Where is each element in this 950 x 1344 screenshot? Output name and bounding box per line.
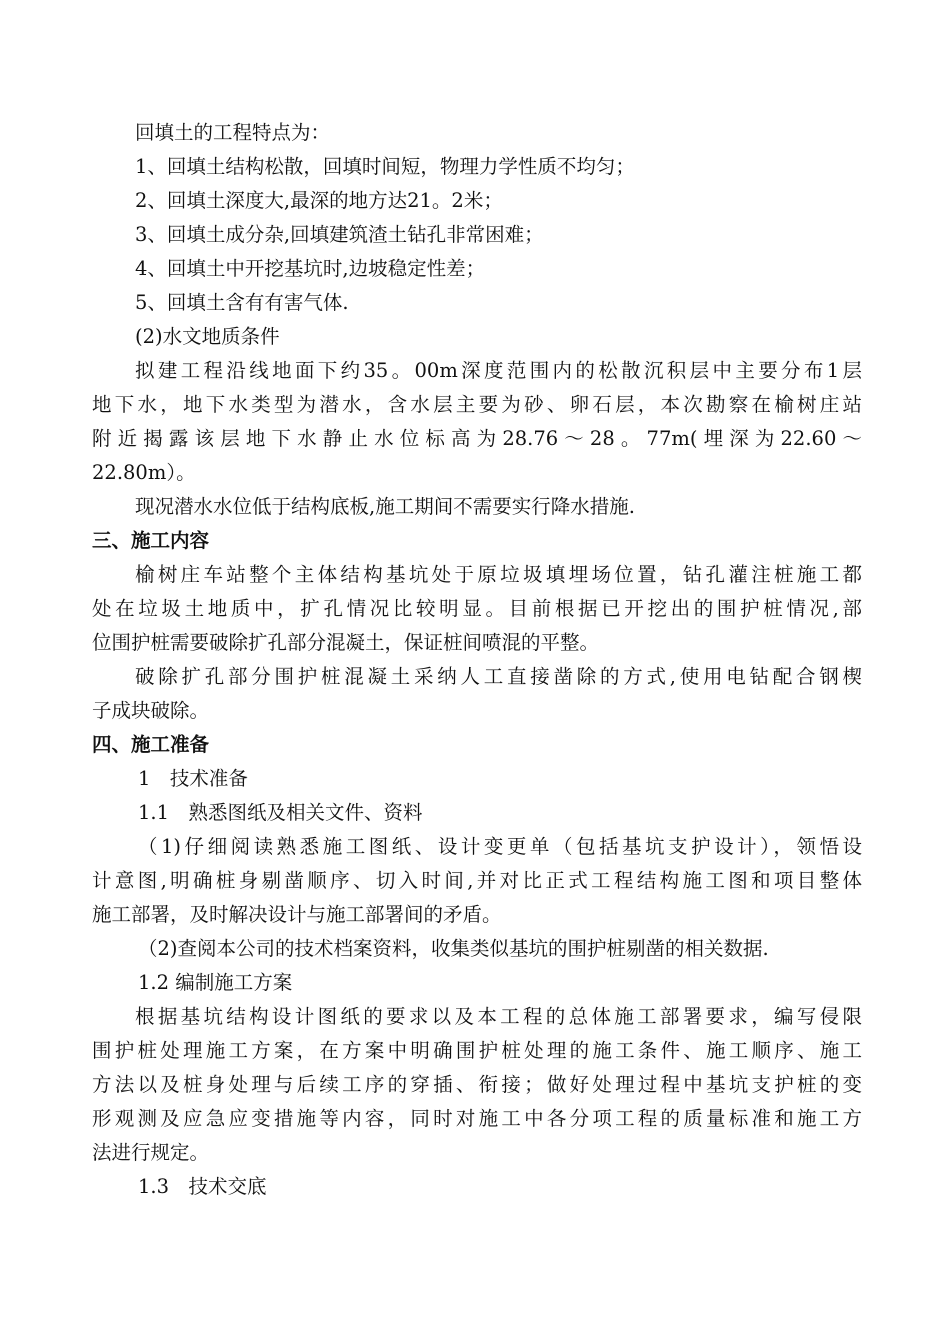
- section-heading: 三、施工内容: [92, 529, 210, 552]
- section-heading: 四、施工准备: [92, 733, 210, 756]
- paragraph-line: 现况潜水水位低于结构底板,施工期间不需要实行降水措施.: [135, 495, 635, 518]
- list-item: 4、回填土中开挖基坑时,边坡稳定性差；: [135, 257, 486, 280]
- subsection-title: 1.1 熟悉图纸及相关文件、资料: [138, 801, 423, 824]
- paragraph-line: 法进行规定。: [92, 1141, 210, 1164]
- subsection-title: 1 技术准备: [138, 767, 248, 790]
- paragraph-line: 形观测及应急应变措施等内容，同时对施工中各分项工程的质量标准和施工方: [92, 1107, 862, 1130]
- list-item: 2、回填土深度大,最深的地方达21。2米；: [135, 189, 503, 212]
- paragraph-line: 榆树庄车站整个主体结构基坑处于原垃圾填埋场位置，钻孔灌注桩施工都: [135, 563, 862, 586]
- list-item: 1、回填土结构松散，回填时间短，物理力学性质不均匀；: [135, 155, 635, 178]
- paragraph-line: 计意图,明确桩身剔凿顺序、切入时间,并对比正式工程结构施工图和项目整体: [92, 869, 862, 892]
- paragraph-line: 回填土的工程特点为：: [135, 121, 331, 144]
- paragraph-line: 位围护桩需要破除扩孔部分混凝土，保证桩间喷混的平整。: [92, 631, 600, 654]
- paragraph-line: 处在垃圾土地质中，扩孔情况比较明显。目前根据已开挖出的围护桩情况,部: [92, 597, 862, 620]
- list-item: 5、回填土含有有害气体.: [135, 291, 349, 314]
- list-item: 3、回填土成分杂,回填建筑渣土钻孔非常困难；: [135, 223, 544, 246]
- paragraph-line: 围护桩处理施工方案，在方案中明确围护桩处理的施工条件、施工顺序、施工: [92, 1039, 862, 1062]
- paragraph-line: 地下水，地下水类型为潜水，含水层主要为砂、卵石层，本次勘察在榆树庄站: [92, 393, 862, 416]
- paragraph-line: 附近揭露该层地下水静止水位标高为28.76～28。77m(埋深为22.60～: [92, 427, 862, 450]
- subsection-title: 1.2 编制施工方案: [138, 971, 293, 994]
- subsection-title: 1.3 技术交底: [138, 1175, 267, 1198]
- paragraph-line: 拟建工程沿线地面下约35。00m深度范围内的松散沉积层中主要分布1层: [135, 359, 862, 382]
- paragraph-line: 22.80m）。: [92, 461, 196, 484]
- paragraph-line: 子成块破除。: [92, 699, 210, 722]
- paragraph-line: 施工部署，及时解决设计与施工部署间的矛盾。: [92, 903, 502, 926]
- paragraph-line: （2)查阅本公司的技术档案资料，收集类似基坑的围护桩剔凿的相关数据.: [138, 937, 769, 960]
- paragraph-line: （1)仔细阅读熟悉施工图纸、设计变更单（包括基坑支护设计），领悟设: [138, 835, 862, 858]
- paragraph-line: 方法以及桩身处理与后续工序的穿插、衔接；做好处理过程中基坑支护桩的变: [92, 1073, 862, 1096]
- paragraph-line: 破除扩孔部分围护桩混凝土采纳人工直接凿除的方式,使用电钻配合钢楔: [135, 665, 862, 688]
- paragraph-line: 根据基坑结构设计图纸的要求以及本工程的总体施工部署要求，编写侵限: [135, 1005, 862, 1028]
- subsection-title: (2)水文地质条件: [135, 325, 280, 348]
